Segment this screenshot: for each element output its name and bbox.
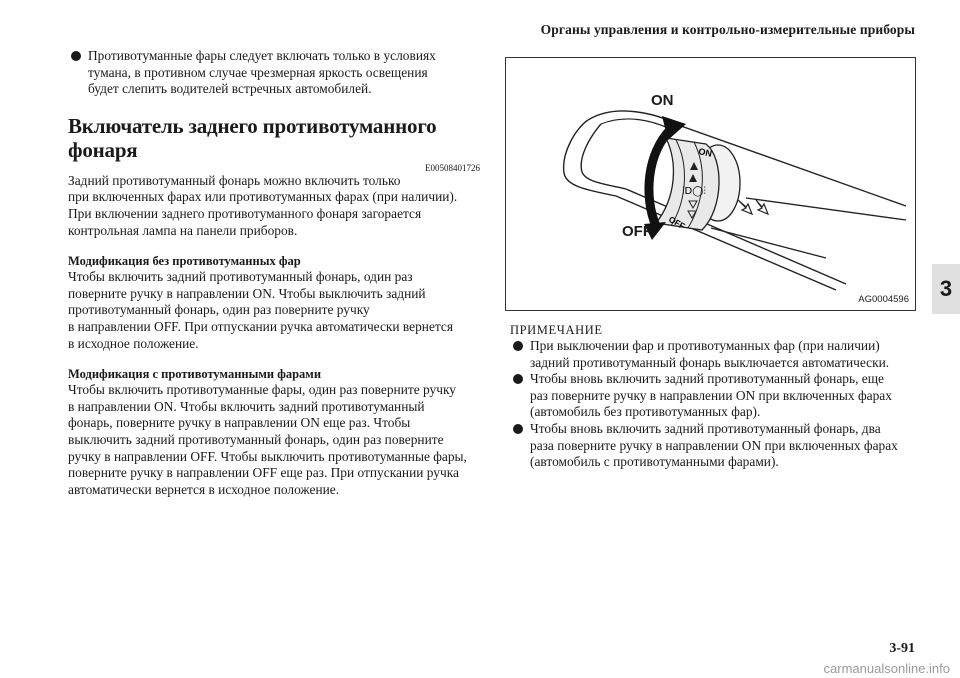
bullet-icon	[513, 424, 523, 434]
note-item	[510, 421, 920, 471]
subheading-with-fog: Модификация с противотуманными фарами	[68, 367, 322, 382]
text-line: поверните ручку в направлении ON. Чтобы выключить задний	[68, 285, 426, 301]
intro-line: тумана, в противном случае чрезмерная яркость освещения	[88, 64, 428, 80]
text-line: выключить задний противотуманный фонарь, один раз поверните	[68, 431, 444, 447]
ring-on-text: ON	[697, 146, 713, 159]
note-item	[510, 338, 920, 371]
paragraph-1	[68, 173, 480, 239]
text-line: фонарь, поверните ручку в направлении ON еще раз. Чтобы	[68, 415, 411, 431]
section-title: Включатель заднего противотуманного фонаря	[68, 113, 437, 162]
section-code: E00508401726	[425, 162, 480, 173]
lever-top-edge	[588, 111, 906, 206]
indicator-arrows-icon	[738, 200, 768, 214]
note-line: задний противотуманный фонарь выключается автоматически.	[530, 354, 890, 370]
text-line: Чтобы включить противотуманные фары, один раз поверните ручку	[68, 382, 456, 398]
fog-lamp-icon: ⫶D◯⫶	[682, 186, 706, 197]
intro-bullet	[68, 48, 480, 98]
note-line: Чтобы вновь включить задний противотуманный фонарь, два	[530, 420, 881, 436]
intro-line: будет слепить водителей встречных автомобилей.	[88, 81, 372, 97]
paragraph-3	[68, 382, 480, 498]
text-line: в направлении ON. Чтобы включить задний противотуманный	[68, 398, 425, 414]
text-line: противотуманный фонарь, один раз поверните ручку	[68, 302, 370, 318]
note-line: раз поверните ручку в направлении ON при включенных фарах	[530, 387, 892, 403]
label-on: ON	[651, 92, 674, 109]
text-line: поверните ручку в направлении OFF еще раз. При отпускании ручка	[68, 465, 459, 481]
page-header: Органы управления и контрольно-измерительные приборы	[540, 22, 915, 37]
text-line: Чтобы включить задний противотуманный фонарь, один раз	[68, 269, 413, 285]
intro-line: Противотуманные фары следует включать только в условиях	[88, 48, 436, 63]
text-line: автоматически вернется в исходное положение.	[68, 481, 340, 497]
subheading-no-fog: Модификация без противотуманных фар	[68, 254, 301, 269]
note-line: (автомобиль без противотуманных фар).	[530, 404, 761, 420]
figure-id: AG0004596	[858, 294, 909, 305]
text-line: при включенных фарах или противотуманных фарах (при наличии).	[68, 189, 458, 205]
bullet-icon	[513, 341, 523, 351]
bullet-icon	[513, 374, 523, 384]
text-line: контрольная лампа на панели приборов.	[68, 222, 298, 238]
note-line: раза поверните ручку в направлении ON при включенных фарах	[530, 437, 898, 453]
note-title: ПРИМЕЧАНИЕ	[510, 323, 603, 337]
text-line: в направлении OFF. При отпускании ручка автоматически вернется	[68, 318, 454, 334]
chapter-tab: 3	[932, 264, 960, 314]
bullet-icon	[71, 51, 81, 61]
note-line: При выключении фар и противотуманных фар (при наличии)	[530, 338, 880, 353]
text-line: Задний противотуманный фонарь можно включить только	[68, 172, 401, 188]
lever-illustration	[505, 57, 916, 311]
text-line: ручку в направлении OFF. Чтобы выключить противотуманные фары,	[68, 448, 467, 464]
lever-drawing	[506, 58, 915, 310]
left-column	[68, 48, 480, 498]
watermark: carmanualsonline.info	[823, 661, 950, 676]
text-line: в исходное положение.	[68, 335, 199, 351]
page-number: 3-91	[889, 641, 915, 656]
text-line: При включении заднего противотуманного фонаря загорается	[68, 205, 422, 221]
note-line: Чтобы вновь включить задний противотуманный фонарь, еще	[530, 371, 884, 387]
note-section	[510, 322, 920, 471]
paragraph-2	[68, 269, 480, 352]
ring-off-text: OFF	[667, 214, 687, 232]
note-line: (автомобиль с противотуманными фарами).	[530, 454, 779, 470]
label-off: OFF	[622, 223, 652, 240]
note-item	[510, 371, 920, 421]
